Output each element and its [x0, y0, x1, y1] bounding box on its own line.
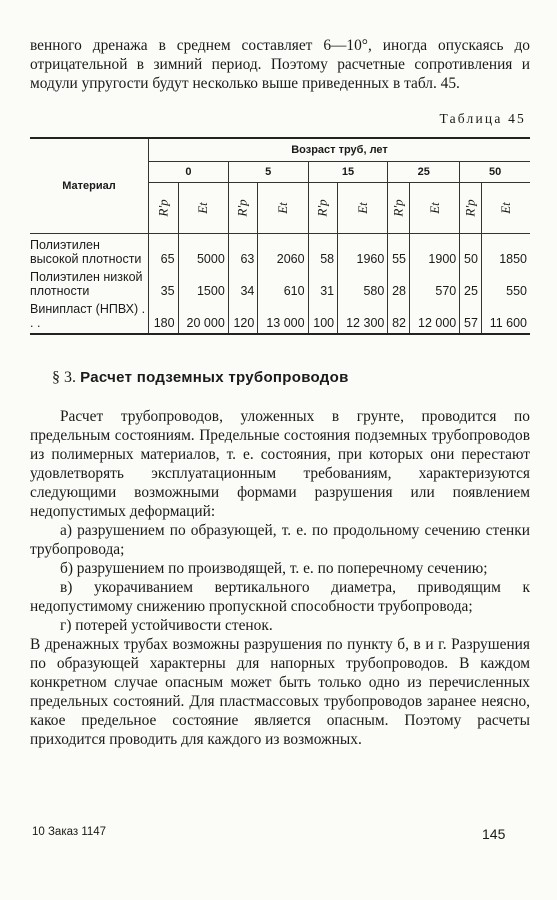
value-cell: 570: [410, 266, 460, 298]
value-cell: 57: [460, 298, 482, 334]
modulus-symbol: [338, 183, 388, 234]
value-cell: 1960: [338, 234, 388, 267]
modulus-symbol: [178, 183, 228, 234]
modulus-symbol: [410, 183, 460, 234]
resistance-symbol: [308, 183, 338, 234]
year-header: 50: [460, 162, 530, 183]
list-item: в) укорачиванием вертикального диаметра, приводящим к недопустимому снижению пропускной способности трубопровода;: [30, 579, 530, 615]
table-caption: Таблица 45: [439, 111, 526, 126]
value-cell: 2060: [258, 234, 308, 267]
value-cell: 1500: [178, 266, 228, 298]
value-cell: 35: [149, 266, 179, 298]
value-cell: 1850: [499, 252, 527, 266]
value-cell: 610: [258, 266, 308, 298]
year-header: 0: [149, 162, 229, 183]
resistance-symbol: [228, 183, 258, 234]
symbol-label: Et: [195, 202, 211, 214]
print-signature: 10 Заказ 1147: [32, 826, 107, 838]
list-item: б) разрушением по производящей, т. е. по поперечному сечению;: [60, 560, 488, 577]
modulus-symbol: [258, 183, 308, 234]
book-page: [30, 36, 530, 749]
section-heading: [52, 369, 530, 387]
symbol-label: R'p: [390, 199, 406, 217]
symbol-label: Et: [354, 202, 370, 214]
table-row: [30, 266, 530, 298]
table-row: [30, 298, 530, 334]
value-cell: 65: [149, 234, 179, 267]
symbol-label: Et: [426, 202, 442, 214]
list: [30, 521, 530, 635]
year-header: 25: [388, 162, 460, 183]
value-cell: 120: [228, 298, 258, 334]
year-header: 15: [308, 162, 388, 183]
list-item: а) разрушением по образующей, т. е. по продольному сечению стенки трубопровода;: [30, 522, 530, 558]
table-row: [30, 234, 530, 267]
value-cell: 180: [149, 298, 179, 334]
symbol-label: R'p: [155, 199, 171, 217]
value-cell: 50: [460, 234, 482, 267]
value-cell: 25: [460, 266, 482, 298]
page-number: 145: [482, 826, 506, 842]
value-cell: 55: [388, 234, 410, 267]
symbol-label: Et: [497, 202, 513, 214]
symbol-label: R'p: [462, 199, 478, 217]
material-header: Материал: [30, 138, 149, 234]
value-cell: 100: [308, 298, 338, 334]
paragraph-1: Расчет трубопроводов, уложенных в грунте, проводится по предельным состояниям. Предельные состояния подземных трубопроводов из полимерных материалов, т. е. состояния, при которых они перестают удовлетворять эксплуатационным требованиям, характеризуются следующими возможными формами разрушения или появлением недопустимых деформаций:: [30, 408, 530, 520]
top-paragraph: венного дренажа в среднем составляет 6—10°, иногда опускаясь до отрицательной в зимний период. Поэтому расчетные сопротивления и модули упругости будут несколько выше приведенных в табл. 45.: [30, 37, 530, 92]
value-cell: 20 000: [178, 298, 228, 334]
symbol-label: R'p: [235, 199, 251, 217]
value-cell: 34: [228, 266, 258, 298]
section-number: § 3.: [52, 369, 76, 386]
resistance-symbol: [388, 183, 410, 234]
age-header: Возраст труб, лет: [149, 138, 531, 162]
material-cell: Полиэтилен низкой плотности: [30, 266, 149, 298]
list-item: г) потерей устойчивости стенок.: [60, 617, 273, 634]
resistance-symbol: [460, 183, 482, 234]
value-cell: 82: [388, 298, 410, 334]
material-cell: Винипласт (НПВХ) . . .: [30, 298, 149, 334]
value-cell: 13 000: [258, 298, 308, 334]
value-cell: 1900: [410, 234, 460, 267]
value-cell: 5000: [178, 234, 228, 267]
value-cell: 28: [388, 266, 410, 298]
resistance-symbol: [149, 183, 179, 234]
value-cell: 550: [506, 284, 527, 298]
value-cell: 580: [338, 266, 388, 298]
section-title: Расчет подземных трубопроводов: [80, 369, 349, 386]
value-cell: 58: [308, 234, 338, 267]
material-cell: Полиэтилен высокой плотности: [30, 234, 149, 267]
symbol-label: Et: [274, 202, 290, 214]
value-cell: 63: [228, 234, 258, 267]
value-cell: 12 000: [410, 298, 460, 334]
year-header: 5: [228, 162, 308, 183]
symbol-label: R'p: [314, 199, 330, 217]
paragraph-2: В дренажных трубах возможны разрушения по пункту б, в и г. Разрушения по образующей характерны для напорных трубопроводов. В каждом конкретном случае опасным может быть только одно из перечисленных предельных состояний. Для пластмассовых трубопроводов заранее неясно, какое предельное состояние является опасным. Поэтому расчеты приходится проводить для каждого из возможных.: [30, 636, 530, 748]
value-cell: 11 600: [481, 298, 530, 334]
value-cell: 12 300: [338, 298, 388, 334]
data-table: [30, 137, 530, 335]
modulus-symbol: [481, 183, 530, 234]
value-cell: 31: [308, 266, 338, 298]
